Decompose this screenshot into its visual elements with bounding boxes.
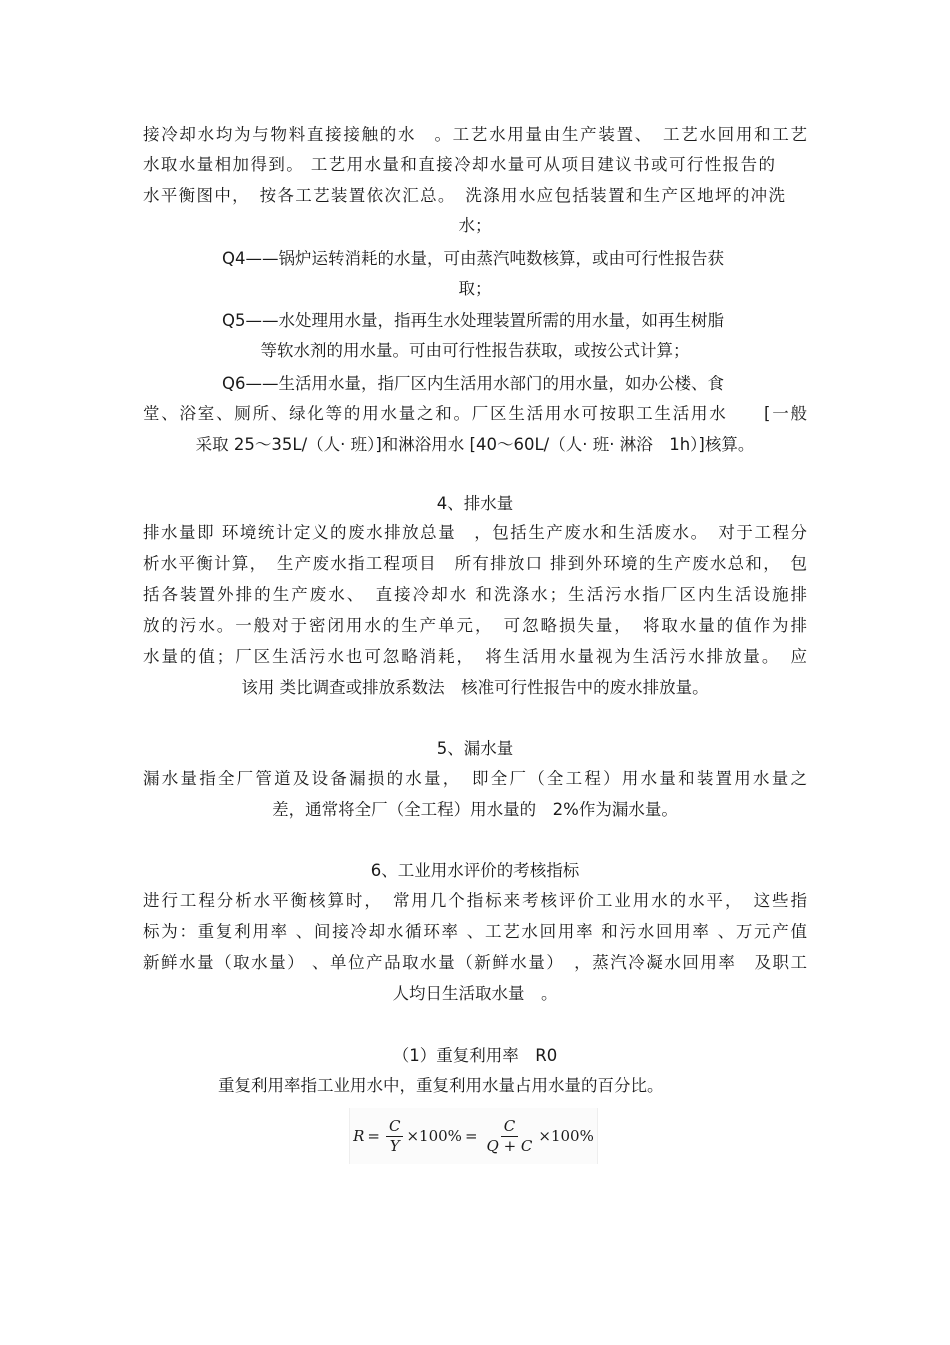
sec5-line1: 漏水量指全厂管道及设备漏损的水量， 即全厂（全工程）用水量和装置用水量之 [143,769,807,788]
sec4-line3: 括各装置外排的生产废水、 直接冷却水 和洗涤水；生活污水指厂区内生活设施排 [143,585,807,604]
q5-line1: Q5——水处理用水量，指再生水处理装置所需的用水量，如再生树脂 [222,311,724,330]
sec4-line2: 析水平衡计算， 生产废水指工程项目 所有排放口 排到外环境的生产废水总和， 包 [143,554,807,573]
formula-times-100-1: ×100% [406,1127,462,1145]
para1-line4: 水； [458,216,492,235]
fraction-2-denominator: Q + C [486,1136,533,1155]
sec6-line1: 进行工程分析水平衡核算时， 常用几个指标来考核评价工业用水的水平， 这些指 [143,891,807,910]
para1-line1: 接冷却水均为与物料直接接触的水 。工艺水用量由生产装置、 工艺水回用和工艺 [143,125,807,144]
sec6-heading: 6、工业用水评价的考核指标 [370,861,580,880]
fraction-2-numerator: C [501,1118,518,1137]
formula-image [349,1108,598,1164]
sec6-line4: 人均日生活取水量 。 [392,984,558,1003]
para1-line2: 水取水量相加得到。 工艺用水量和直接冷却水量可从项目建议书或可行性报告的 [143,155,775,174]
sec5-line2: 差，通常将全厂（全工程）用水量的 2%作为漏水量。 [272,800,678,819]
q4-line2: 取； [458,279,492,298]
formula-fraction-2 [484,1118,536,1155]
q6-line1: Q6——生活用水量，指厂区内生活用水部门的用水量，如办公楼、食 [222,374,724,393]
formula-lhs: R [353,1127,365,1145]
q6-line3: 采取 25～35L/（人· 班）]和淋浴用水 [40～60L/（人· 班· 淋浴 1h）]核算。 [195,435,755,454]
sec5-heading: 5、漏水量 [436,739,514,758]
formula-equals-1: = [367,1127,380,1145]
formula-equals-2: = [464,1127,478,1145]
sub1-heading: （1）重复利用率 R0 [392,1046,558,1065]
formula-fraction-1 [386,1118,403,1155]
fraction-1-denominator: Y [389,1136,400,1155]
q6-line2: 堂、浴室、厕所、绿化等的用水量之和。厂区生活用水可按职工生活用水 [一般 [143,404,807,423]
para1-line3: 水平衡图中， 按各工艺装置依次汇总。 洗涤用水应包括装置和生产区地坪的冲洗 [143,186,785,205]
sec4-line1: 排水量即 环境统计定义的废水排放总量 ，包括生产废水和生活废水。 对于工程分 [143,523,807,542]
sub1-line1: 重复利用率指工业用水中，重复利用水量占用水量的百分比。 [218,1076,664,1095]
formula-times-100-2: ×100% [538,1127,594,1145]
sec4-line4: 放的污水。一般对于密闭用水的生产单元， 可忽略损失量， 将取水量的值作为排 [143,616,807,635]
formula-repeat-utilization-rate [350,1108,597,1164]
fraction-1-numerator: C [386,1118,403,1137]
sec4-line5: 水量的值；厂区生活污水也可忽略消耗， 将生活用水量视为生活污水排放量。 应 [143,647,807,666]
q4-line1: Q4——锅炉运转消耗的水量，可由蒸汽吨数核算，或由可行性报告获 [222,249,724,268]
sec4-heading: 4、排水量 [436,494,514,513]
sec6-line2: 标为：重复利用率 、间接冷却水循环率 、工艺水回用率 和污水回用率 、万元产值 [143,922,807,941]
sec4-line6: 该用 类比调查或排放系数法 核准可行性报告中的废水排放量。 [241,678,709,697]
q5-line2: 等软水剂的用水量。可由可行性报告获取，或按公式计算； [260,341,690,360]
sec6-line3: 新鲜水量（取水量） 、单位产品取水量（新鲜水量） ，蒸汽冷凝水回用率 及职工 [143,953,807,972]
